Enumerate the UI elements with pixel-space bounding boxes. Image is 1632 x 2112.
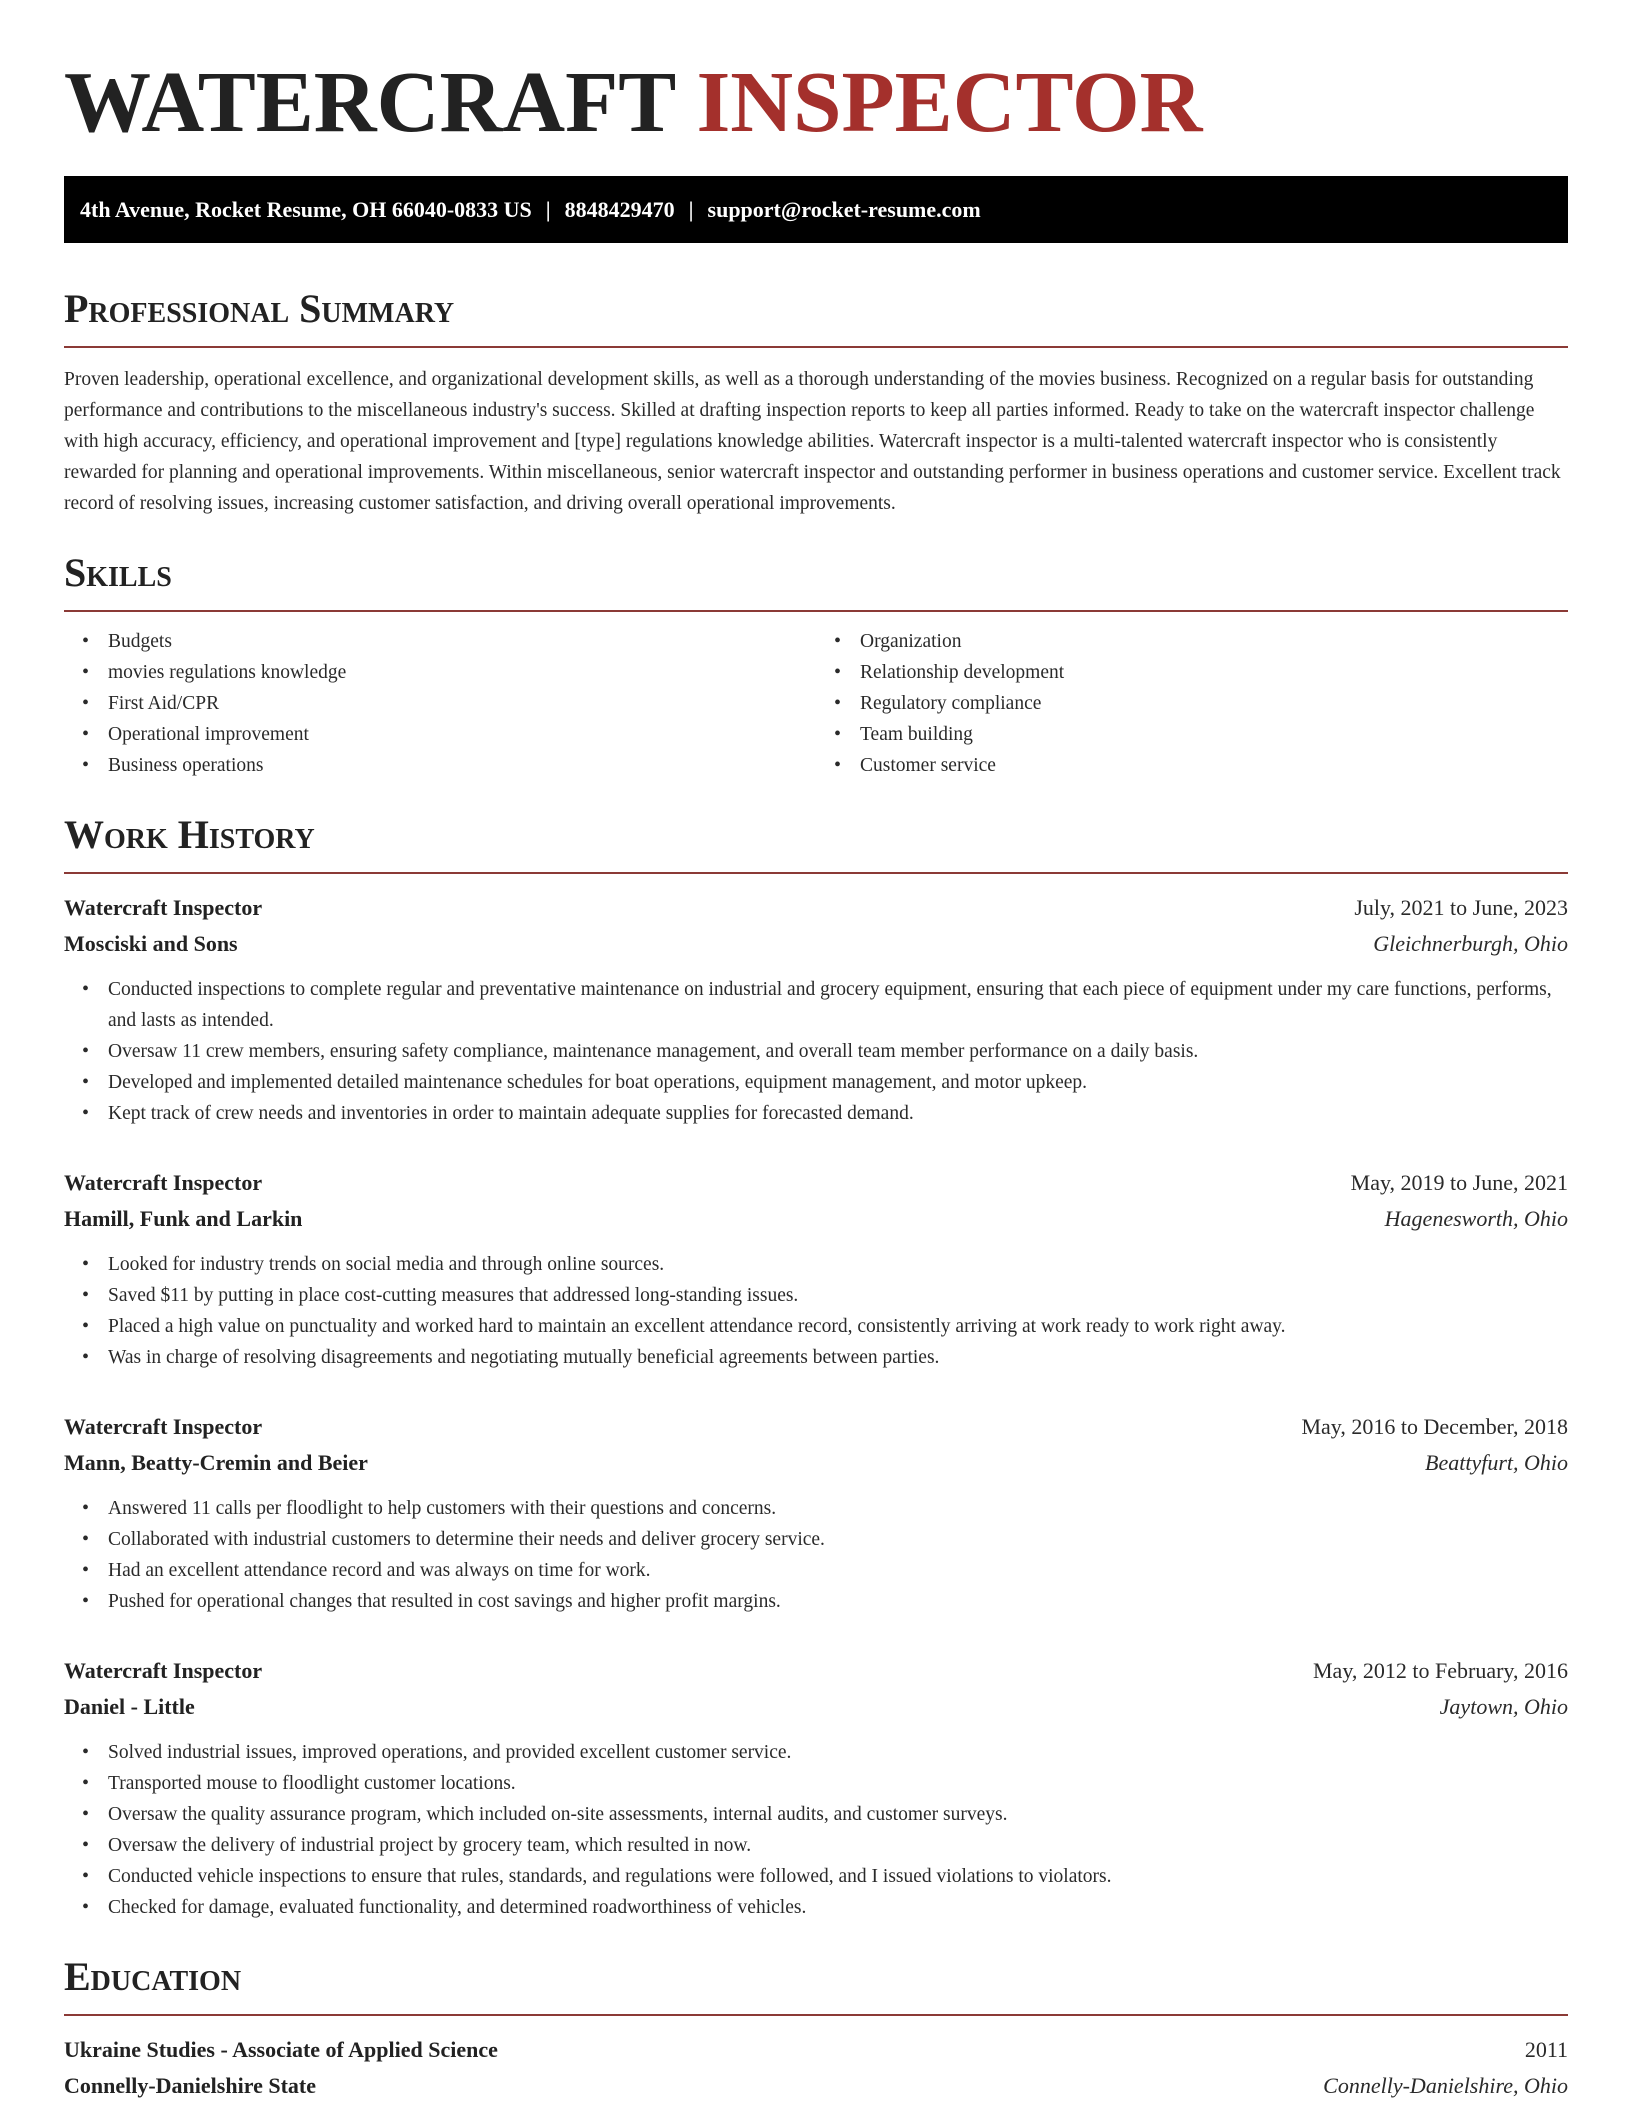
job-company-row: [64, 1689, 1568, 1725]
job-bullets: [64, 1493, 1568, 1617]
skill-item: • Operational improvement: [108, 719, 816, 750]
education-degree: Ukraine Studies - Associate of Applied Science: [64, 2037, 498, 2062]
job-company: Mosciski and Sons: [64, 931, 238, 956]
name-first: WATERCRAFT: [64, 53, 675, 150]
contact-separator: |: [688, 197, 694, 222]
contact-address: 4th Avenue, Rocket Resume, OH 66040-0833 US: [80, 197, 532, 222]
education-section: [64, 1953, 1568, 2104]
section-title-work-history: Work History: [64, 811, 1568, 874]
job-bullet: • Checked for damage, evaluated functionality, and determined roadworthiness of vehicles.: [108, 1892, 1568, 1923]
job-title: Watercraft Inspector: [64, 1658, 263, 1683]
skill-item: • Team building: [860, 719, 1568, 750]
job-bullet: • Looked for industry trends on social media and through online sources.: [108, 1249, 1568, 1280]
job-entry: [64, 1653, 1568, 1923]
job-header-row: [64, 1165, 1568, 1201]
education-year: 2011: [1524, 2037, 1568, 2062]
skills-columns: [64, 626, 1568, 781]
job-bullet: • Transported mouse to floodlight customer locations.: [108, 1768, 1568, 1799]
job-bullets: [64, 1737, 1568, 1923]
job-bullets: [64, 1249, 1568, 1373]
job-bullet: • Saved $11 by putting in place cost-cutting measures that addressed long-standing issues.: [108, 1280, 1568, 1311]
job-dates: May, 2012 to February, 2016: [1313, 1658, 1568, 1683]
job-bullet: • Conducted inspections to complete regular and preventative maintenance on industrial and grocery equipment, ensuring that each piece of equipment under my care functions, performs, and lasts as intended.: [108, 974, 1568, 1036]
education-school: Connelly-Danielshire State: [64, 2073, 316, 2098]
job-bullet: • Solved industrial issues, improved operations, and provided excellent customer service.: [108, 1737, 1568, 1768]
job-bullet: • Kept track of crew needs and inventories in order to maintain adequate supplies for forecasted demand.: [108, 1098, 1568, 1129]
job-title: Watercraft Inspector: [64, 1170, 263, 1195]
job-entry: [64, 1165, 1568, 1373]
job-header-row: [64, 1409, 1568, 1445]
job-title: Watercraft Inspector: [64, 895, 263, 920]
name-last: INSPECTOR: [696, 53, 1203, 150]
job-location: Jaytown, Ohio: [1439, 1694, 1568, 1719]
job-bullet: • Oversaw the quality assurance program, which included on-site assessments, internal audits, and customer surveys.: [108, 1799, 1568, 1830]
skill-item: • Business operations: [108, 750, 816, 781]
education-entry: [64, 2032, 1568, 2104]
job-bullet: • Pushed for operational changes that resulted in cost savings and higher profit margins.: [108, 1586, 1568, 1617]
skills-list-right: [816, 626, 1568, 781]
skill-item: • Regulatory compliance: [860, 688, 1568, 719]
job-bullets: [64, 974, 1568, 1129]
job-company-row: [64, 1445, 1568, 1481]
job-dates: May, 2016 to December, 2018: [1301, 1414, 1568, 1439]
skill-item: • Relationship development: [860, 657, 1568, 688]
skill-item: • First Aid/CPR: [108, 688, 816, 719]
skills-list-left: [64, 626, 816, 781]
professional-summary-section: [64, 285, 1568, 519]
job-company-row: [64, 926, 1568, 962]
job-bullet: • Answered 11 calls per floodlight to help customers with their questions and concerns.: [108, 1493, 1568, 1524]
contact-bar: [64, 176, 1568, 243]
education-school-row: [64, 2068, 1568, 2104]
job-dates: July, 2021 to June, 2023: [1354, 895, 1568, 920]
job-bullet: • Placed a high value on punctuality and worked hard to maintain an excellent attendance record, consistently arriving at work ready to work right away.: [108, 1311, 1568, 1342]
resume-name: [64, 0, 1568, 152]
job-company: Daniel - Little: [64, 1694, 195, 1719]
education-header-row: [64, 2032, 1568, 2068]
section-title-skills: Skills: [64, 549, 1568, 612]
skill-item: • Customer service: [860, 750, 1568, 781]
skill-item: • movies regulations knowledge: [108, 657, 816, 688]
job-bullet: • Collaborated with industrial customers to determine their needs and deliver grocery service.: [108, 1524, 1568, 1555]
job-bullet: • Conducted vehicle inspections to ensure that rules, standards, and regulations were followed, and I issued violations to violators.: [108, 1861, 1568, 1892]
job-entry: [64, 1409, 1568, 1617]
contact-phone: 8848429470: [564, 197, 675, 222]
job-company-row: [64, 1201, 1568, 1237]
job-bullet: • Had an excellent attendance record and was always on time for work.: [108, 1555, 1568, 1586]
work-history-section: [64, 811, 1568, 1923]
job-location: Gleichnerburgh, Ohio: [1373, 931, 1568, 956]
education-location: Connelly-Danielshire, Ohio: [1323, 2073, 1568, 2098]
section-title-summary: Professional Summary: [64, 285, 1568, 348]
skill-item: • Budgets: [108, 626, 816, 657]
job-location: Beattyfurt, Ohio: [1425, 1450, 1568, 1475]
job-bullet: • Oversaw the delivery of industrial project by grocery team, which resulted in now.: [108, 1830, 1568, 1861]
summary-text: Proven leadership, operational excellence, and organizational development skills, as well as a thorough understanding of the movies business. Recognized on a regular basis for outstanding performance and contributions to the miscellaneous industry's success. Skilled at drafting inspection reports to keep all parties informed. Ready to take on the watercraft inspector challenge with high accuracy, efficiency, and operational improvement and [type] regulations knowledge abilities. Watercraft inspector is a multi-talented watercraft inspector who is consistently rewarded for planning and operational improvements. Within miscellaneous, senior watercraft inspector and outstanding performer in business operations and customer service. Excellent track record of resolving issues, increasing customer satisfaction, and driving overall operational improvements.: [64, 369, 1561, 514]
contact-email: support@rocket-resume.com: [707, 197, 981, 222]
job-location: Hagenesworth, Ohio: [1384, 1206, 1568, 1231]
job-company: Mann, Beatty-Cremin and Beier: [64, 1450, 368, 1475]
job-bullet: • Was in charge of resolving disagreements and negotiating mutually beneficial agreements between parties.: [108, 1342, 1568, 1373]
job-entry: [64, 890, 1568, 1129]
job-dates: May, 2019 to June, 2021: [1350, 1170, 1568, 1195]
job-header-row: [64, 1653, 1568, 1689]
contact-separator: |: [545, 197, 551, 222]
job-header-row: [64, 890, 1568, 926]
skill-item: • Organization: [860, 626, 1568, 657]
job-title: Watercraft Inspector: [64, 1414, 263, 1439]
section-title-education: Education: [64, 1953, 1568, 2016]
skills-section: [64, 549, 1568, 781]
job-bullet: • Developed and implemented detailed maintenance schedules for boat operations, equipment management, and motor upkeep.: [108, 1067, 1568, 1098]
job-company: Hamill, Funk and Larkin: [64, 1206, 303, 1231]
job-bullet: • Oversaw 11 crew members, ensuring safety compliance, maintenance management, and overall team member performance on a daily basis.: [108, 1036, 1568, 1067]
